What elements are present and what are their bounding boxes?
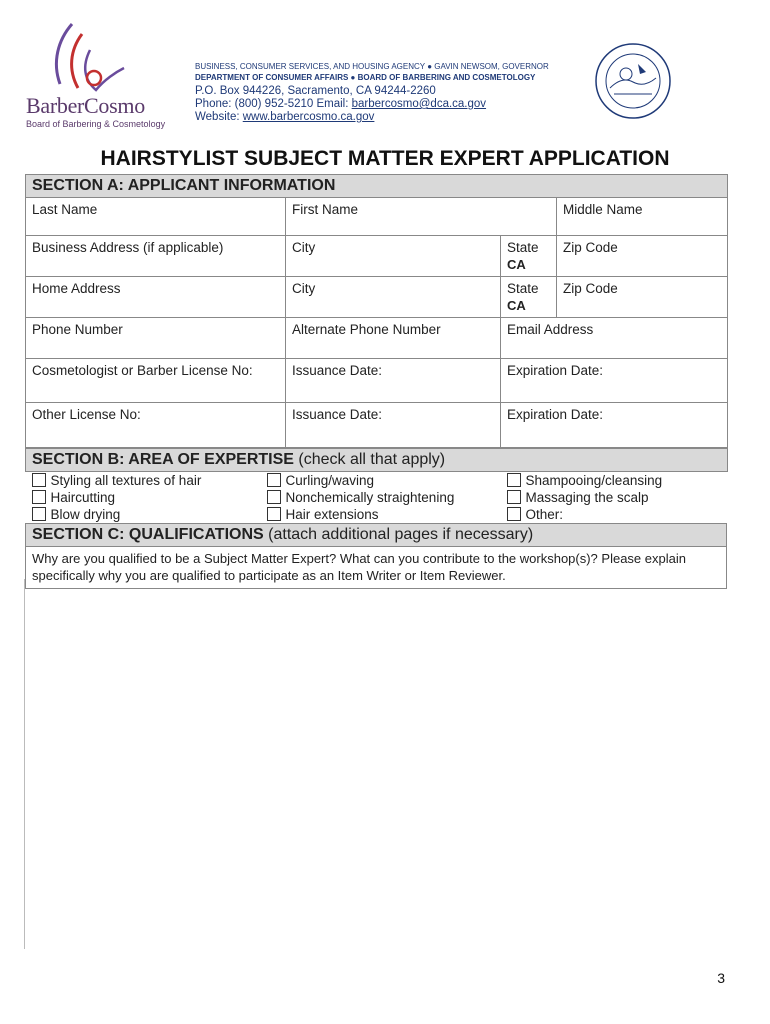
checkbox-extensions[interactable] [261, 506, 501, 523]
section-c-table [25, 523, 727, 589]
business-address-label: Business Address (if applicable) [32, 240, 224, 255]
section-c-title: SECTION C: QUALIFICATIONS [32, 526, 264, 543]
business-city-field[interactable] [286, 236, 501, 277]
california-state-seal-icon [594, 42, 672, 120]
home-address-field[interactable] [26, 277, 286, 318]
phone-field[interactable] [26, 318, 286, 359]
license-no-field[interactable] [26, 359, 286, 403]
address-line: P.O. Box 944226, Sacramento, CA 94244-2260 [195, 85, 436, 97]
expiration-date-label: Expiration Date: [507, 363, 604, 378]
first-name-field[interactable] [286, 198, 557, 236]
website-label: Website: [195, 111, 243, 123]
city-label: City [292, 240, 316, 255]
checkbox-icon[interactable] [267, 507, 281, 521]
home-state-field[interactable] [501, 277, 557, 318]
checkbox-icon[interactable] [267, 473, 281, 487]
zip-label: Zip Code [563, 281, 618, 296]
checkbox-label: Curling/waving [285, 473, 375, 488]
checkbox-haircutting[interactable] [26, 489, 261, 506]
issuance-date-field[interactable] [286, 359, 501, 403]
checkbox-curling[interactable] [261, 472, 501, 490]
checkbox-shampooing[interactable] [501, 472, 728, 490]
other-expiration-date-field[interactable] [501, 403, 728, 448]
checkbox-icon[interactable] [32, 490, 46, 504]
section-b-note: (check all that apply) [293, 451, 446, 468]
section-b-heading [26, 449, 728, 472]
checkbox-massaging[interactable] [501, 489, 728, 506]
other-issuance-date-field[interactable] [286, 403, 501, 448]
checkbox-other[interactable] [501, 506, 728, 523]
application-form [25, 174, 727, 589]
website-link[interactable]: www.barbercosmo.ca.gov [242, 111, 375, 123]
checkbox-label: Nonchemically straightening [285, 490, 455, 505]
license-no-label: Cosmetologist or Barber License No: [32, 363, 253, 378]
checkbox-label: Massaging the scalp [525, 490, 649, 505]
alt-phone-field[interactable] [286, 318, 501, 359]
state-value: CA [507, 298, 526, 313]
checkbox-label: Hair extensions [285, 507, 379, 522]
city-label: City [292, 281, 316, 296]
last-name-label: Last Name [32, 202, 98, 217]
section-a-table [25, 174, 728, 448]
section-c-heading [26, 524, 727, 547]
issuance-date-label: Issuance Date: [292, 407, 383, 422]
logo-subtext: Board of Barbering & Cosmetology [26, 119, 166, 129]
checkbox-icon[interactable] [507, 507, 521, 521]
checkbox-label: Haircutting [50, 490, 116, 505]
section-a-heading: SECTION A: APPLICANT INFORMATION [26, 175, 728, 198]
page-title: HAIRSTYLIST SUBJECT MATTER EXPERT APPLICATION [100, 147, 670, 170]
page-number: 3 [717, 970, 725, 986]
other-license-label: Other License No: [32, 407, 141, 422]
contact-line [195, 98, 486, 110]
first-name-label: First Name [292, 202, 359, 217]
phone-label: Phone Number [32, 322, 123, 337]
state-value: CA [507, 257, 526, 272]
business-address-field[interactable] [26, 236, 286, 277]
email-link[interactable]: barbercosmo@dca.ca.gov [351, 98, 487, 110]
qualifications-question: Why are you qualified to be a Subject Matter Expert? What can you contribute to the workshop(s)? Please explain specifically why you are qualified to participate as an Item Writer or Item Reviewer. [26, 547, 727, 589]
alt-phone-label: Alternate Phone Number [292, 322, 441, 337]
checkbox-icon[interactable] [507, 473, 521, 487]
home-address-label: Home Address [32, 281, 121, 296]
home-city-field[interactable] [286, 277, 501, 318]
middle-name-label: Middle Name [563, 202, 643, 217]
barbercosmo-logo-icon [20, 22, 155, 97]
expiration-date-field[interactable] [501, 359, 728, 403]
logo-text: BarberCosmo [26, 93, 145, 118]
website-line [195, 111, 374, 123]
last-name-field[interactable] [26, 198, 286, 236]
checkbox-styling[interactable] [26, 472, 261, 490]
middle-name-field[interactable] [557, 198, 728, 236]
answer-area-border[interactable] [24, 579, 25, 949]
checkbox-label: Blow drying [50, 507, 121, 522]
section-b-table [25, 448, 728, 523]
checkbox-icon[interactable] [32, 473, 46, 487]
checkbox-straightening[interactable] [261, 489, 501, 506]
checkbox-label: Other: [525, 507, 564, 522]
checkbox-icon[interactable] [32, 507, 46, 521]
business-state-field[interactable] [501, 236, 557, 277]
phone-label: Phone: (800) 952-5210 Email: [195, 98, 352, 110]
expiration-date-label: Expiration Date: [507, 407, 604, 422]
state-label: State [507, 240, 539, 255]
other-license-field[interactable] [26, 403, 286, 448]
checkbox-icon[interactable] [267, 490, 281, 504]
agency-line: BUSINESS, CONSUMER SERVICES, AND HOUSING AGENCY ● GAVIN NEWSOM, GOVERNOR [195, 62, 549, 71]
home-zip-field[interactable] [557, 277, 728, 318]
email-label: Email Address [507, 322, 594, 337]
email-field[interactable] [501, 318, 728, 359]
section-c-note: (attach additional pages if necessary) [263, 526, 534, 543]
department-line: DEPARTMENT OF CONSUMER AFFAIRS ● BOARD OF BARBERING AND COSMETOLOGY [195, 73, 536, 82]
checkbox-label: Styling all textures of hair [50, 473, 202, 488]
state-label: State [507, 281, 539, 296]
zip-label: Zip Code [563, 240, 618, 255]
section-b-title: SECTION B: AREA OF EXPERTISE [32, 451, 294, 468]
checkbox-icon[interactable] [507, 490, 521, 504]
checkbox-blow-drying[interactable] [26, 506, 261, 523]
issuance-date-label: Issuance Date: [292, 363, 383, 378]
business-zip-field[interactable] [557, 236, 728, 277]
checkbox-label: Shampooing/cleansing [525, 473, 663, 488]
